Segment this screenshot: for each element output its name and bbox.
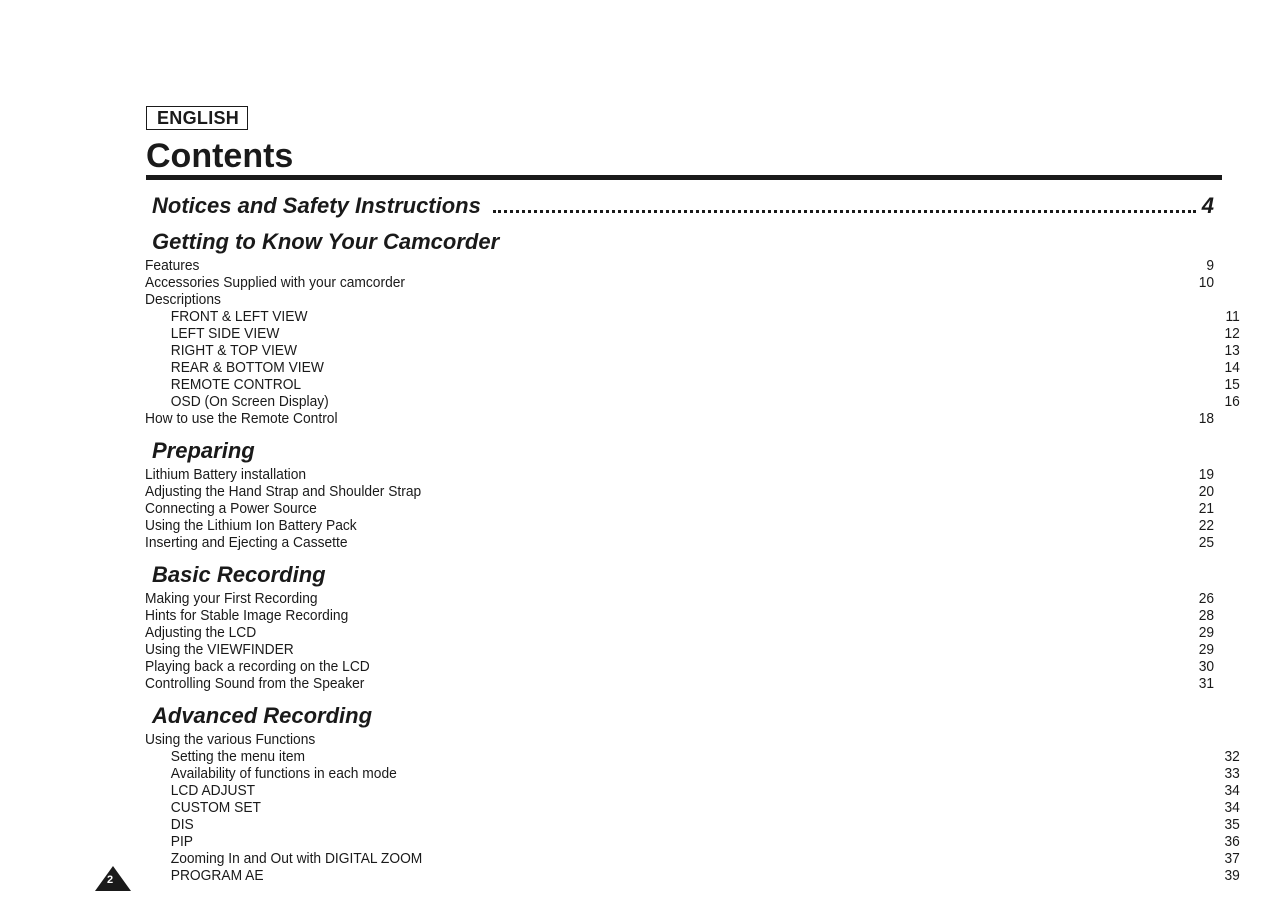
toc-entry-page: 25: [1198, 534, 1215, 551]
toc-entry[interactable]: [145, 517, 1214, 534]
toc-entry-page: 30: [1198, 658, 1215, 675]
toc-entry[interactable]: [145, 359, 1240, 376]
toc-entry[interactable]: [145, 257, 1214, 274]
toc-entry-label: Using the various Functions: [145, 731, 316, 748]
toc-entry-label: LEFT SIDE VIEW: [170, 325, 280, 342]
toc-entry-page: 18: [1198, 410, 1215, 427]
toc-entry-page: 9: [1206, 257, 1215, 274]
toc-entry-label: Zooming In and Out with DIGITAL ZOOM: [170, 850, 423, 867]
toc-entry-page: 13: [1224, 342, 1240, 359]
notices-entry[interactable]: [152, 193, 1214, 223]
toc-entry[interactable]: [145, 376, 1240, 393]
title-rule: [146, 175, 1222, 180]
toc-entry-page: 37: [1224, 850, 1240, 867]
dot-leader: [493, 210, 1196, 213]
toc-entry-page: 14: [1224, 359, 1240, 376]
toc-entry-label: Connecting a Power Source: [145, 500, 317, 517]
toc-entry-label: Using the VIEWFINDER: [145, 641, 294, 658]
toc-entry-page: 31: [1198, 675, 1215, 692]
toc-entry-page: 29: [1198, 641, 1215, 658]
toc-entry[interactable]: [145, 867, 1240, 884]
toc-entry-label: Inserting and Ejecting a Cassette: [145, 534, 348, 551]
toc-entry[interactable]: [145, 850, 1240, 867]
toc-entry-page: 36: [1224, 833, 1240, 850]
toc-entry-page: 10: [1198, 274, 1215, 291]
toc-entry-label: Descriptions: [145, 291, 221, 308]
toc-entry[interactable]: [145, 765, 1240, 782]
toc-entry-page: 26: [1198, 590, 1215, 607]
toc-entry-page: 33: [1224, 765, 1240, 782]
toc-entry-label: REAR & BOTTOM VIEW: [170, 359, 324, 376]
toc-sections: [145, 227, 1240, 889]
toc-entry-label: Features: [145, 257, 200, 274]
toc-entry-page: 39: [1224, 867, 1240, 884]
toc-entry-page: 20: [1198, 483, 1215, 500]
toc-entry[interactable]: [145, 833, 1240, 850]
toc-entry[interactable]: [145, 782, 1240, 799]
toc-entry[interactable]: [145, 393, 1240, 410]
toc-entry-label: LCD ADJUST: [170, 782, 256, 799]
toc-entry-label: PROGRAM AE: [170, 867, 264, 884]
toc-entry[interactable]: [145, 641, 1214, 658]
toc-entry-label: RIGHT & TOP VIEW: [170, 342, 298, 359]
toc-entry[interactable]: [145, 816, 1240, 833]
table-of-contents: [145, 193, 1240, 889]
toc-entry[interactable]: [145, 748, 1240, 765]
toc-entry-label: Setting the menu item: [170, 748, 306, 765]
toc-entry[interactable]: [145, 466, 1214, 483]
toc-entry[interactable]: [145, 274, 1214, 291]
toc-entry[interactable]: [145, 500, 1214, 517]
toc-entry-page: 16: [1224, 393, 1240, 410]
toc-entry-page: 32: [1224, 748, 1240, 765]
section-title: Basic Recording: [152, 562, 326, 587]
notices-page: 4: [1201, 193, 1214, 218]
toc-entry-label: Controlling Sound from the Speaker: [145, 675, 365, 692]
page-title: Contents: [146, 137, 294, 175]
toc-entry[interactable]: [145, 607, 1214, 624]
toc-entry-label: REMOTE CONTROL: [170, 376, 302, 393]
page-number-badge: [95, 866, 131, 891]
toc-entry-label: OSD (On Screen Display): [170, 393, 329, 410]
toc-entry-label: How to use the Remote Control: [145, 410, 338, 427]
toc-entry-page: 19: [1198, 466, 1215, 483]
toc-entry-label: Hints for Stable Image Recording: [145, 607, 349, 624]
section-title: Advanced Recording: [152, 703, 373, 728]
toc-entry[interactable]: [145, 658, 1214, 675]
section-title: Preparing: [152, 438, 255, 463]
toc-entry[interactable]: [145, 624, 1214, 641]
toc-entry-page: 28: [1198, 607, 1215, 624]
toc-entry[interactable]: [145, 325, 1240, 342]
toc-entry-page: 15: [1224, 376, 1240, 393]
toc-entry-label: FRONT & LEFT VIEW: [170, 308, 308, 325]
toc-entry-page: 29: [1198, 624, 1215, 641]
toc-entry-label: Using the Lithium Ion Battery Pack: [145, 517, 357, 534]
toc-entry-label: Playing back a recording on the LCD: [145, 658, 370, 675]
section-title: Getting to Know Your Camcorder: [152, 229, 500, 254]
toc-entry-label: Making your First Recording: [145, 590, 318, 607]
toc-entry[interactable]: [145, 799, 1240, 816]
toc-entry[interactable]: [145, 291, 1214, 308]
toc-entry-label: Lithium Battery installation: [145, 466, 307, 483]
toc-entry-page: 35: [1224, 816, 1240, 833]
toc-entry-page: 34: [1224, 799, 1240, 816]
language-label: ENGLISH: [146, 106, 248, 130]
toc-entry[interactable]: [145, 410, 1214, 427]
toc-entry[interactable]: [145, 590, 1214, 607]
toc-entry[interactable]: [145, 308, 1240, 325]
toc-entry-page: 34: [1224, 782, 1240, 799]
toc-entry-page: 11: [1225, 308, 1240, 325]
toc-entry-label: DIS: [170, 816, 194, 833]
toc-entry-page: 22: [1198, 517, 1215, 534]
toc-entry-label: Availability of functions in each mode: [170, 765, 397, 782]
toc-entry-label: Adjusting the Hand Strap and Shoulder Strap: [145, 483, 422, 500]
toc-entry-page: 12: [1224, 325, 1240, 342]
toc-entry-label: PIP: [170, 833, 194, 850]
toc-entry[interactable]: [145, 675, 1214, 692]
toc-entry[interactable]: [145, 483, 1214, 500]
toc-entry-label: Accessories Supplied with your camcorder: [145, 274, 406, 291]
toc-entry-label: CUSTOM SET: [170, 799, 261, 816]
toc-entry[interactable]: [145, 534, 1214, 551]
toc-entry[interactable]: [145, 731, 1214, 748]
page-number: 2: [107, 874, 114, 886]
notices-label: Notices and Safety Instructions: [152, 193, 481, 218]
toc-entry[interactable]: [145, 342, 1240, 359]
toc-entry-label: Adjusting the LCD: [145, 624, 257, 641]
toc-entry-page: 21: [1198, 500, 1215, 517]
